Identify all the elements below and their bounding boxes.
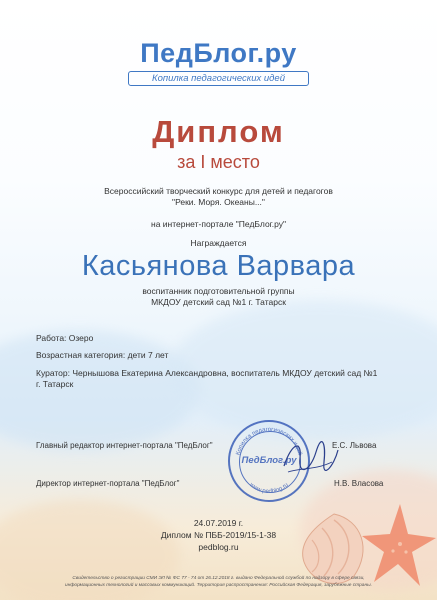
director-label: Директор интернет-портала "ПедБлог": [36, 479, 180, 488]
stamp-center-text: ПедБлог.ру: [241, 455, 297, 466]
footer-line-2: информационных технологий и массовых коммуникаций. Территория распространения: Российская Федерация, зарубежные страны.: [65, 583, 372, 588]
curator-field-line-2: г. Татарск: [36, 379, 74, 389]
recipient-name: Касьянова Варвара: [81, 250, 356, 282]
contest-line-1: Всероссийский творческий конкурс для детей и педагогов: [104, 186, 333, 196]
registration-footer: [10, 575, 427, 589]
role-line-2: МКДОУ детский сад №1 г. Татарск: [151, 297, 286, 307]
logo-tagline: Копилка педагогических идей: [128, 71, 309, 86]
issue-date: 24.07.2019 г.: [193, 518, 244, 528]
editor-label: Главный редактор интернет-портала "ПедБлог": [36, 441, 213, 450]
watercolor-wash: [0, 330, 200, 450]
logo-wordmark: ПедБлог.ру: [140, 38, 297, 68]
age-category-field: Возрастная категория: дети 7 лет: [36, 350, 169, 360]
contest-line-2: "Реки. Моря. Океаны...": [172, 197, 265, 207]
role-line-1: воспитанник подготовительной группы: [142, 286, 295, 296]
director-name: Н.В. Власова: [334, 479, 384, 488]
curator-field-line-1: Куратор: Чернышова Екатерина Александровна, воспитатель МКДОУ детский сад №1: [36, 368, 378, 378]
svg-text:www.pedblog.ru: www.pedblog.ru: [248, 482, 290, 496]
diploma-number: Диплом № ПББ-2019/15-1-38: [160, 530, 277, 540]
svg-text:Копилка педагогических идей: Копилка педагогических идей: [235, 426, 303, 456]
work-field: Работа: Озеро: [36, 333, 94, 343]
pedblog-logo: [124, 38, 313, 88]
diploma-place: за I место: [177, 152, 260, 172]
portal-line: на интернет-портале "ПедБлог.ру": [151, 219, 286, 229]
site-url: pedblog.ru: [198, 542, 239, 552]
handwritten-signature: [280, 432, 340, 482]
awarded-label: Награждается: [190, 238, 247, 248]
editor-name: Е.С. Львова: [332, 441, 377, 450]
diploma-title: Диплом: [152, 114, 285, 149]
footer-line-1: Свидетельство о регистрации СМИ ЭЛ № ФС 77 - 74 от 26.12.2018 г. выдано Федеральной службой по надзору в сфере связи,: [72, 576, 365, 581]
